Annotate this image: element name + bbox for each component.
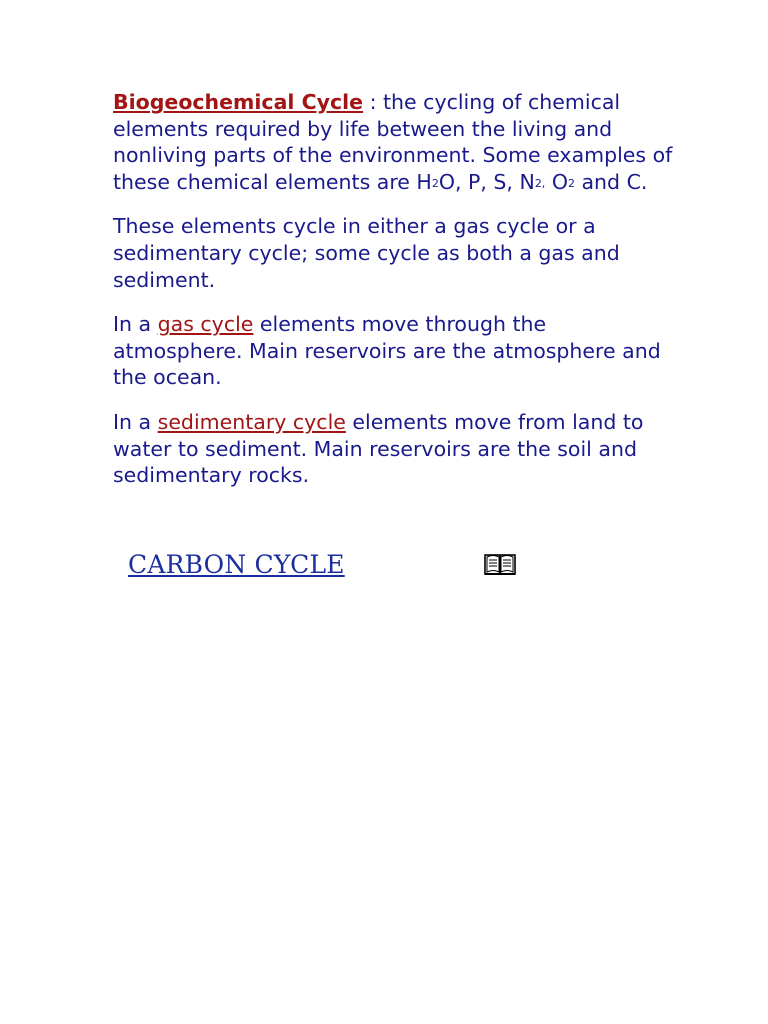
gas-cycle-link[interactable]: gas cycle: [157, 312, 254, 337]
carbon-cycle-link[interactable]: CARBON CYCLE: [128, 550, 345, 579]
definition-paragraph: [113, 89, 673, 195]
definition-text: O: [545, 169, 568, 194]
definition-text: : the cycling of chemical elements required by life between the living and nonliving parts of the environment. Some examples of these chemical elements are H: [113, 90, 673, 194]
subscript: 2,: [534, 176, 546, 190]
definition-text: O, P, S, N: [438, 169, 535, 194]
gas-cycle-paragraph: [113, 311, 673, 391]
sedimentary-cycle-link[interactable]: sedimentary cycle: [157, 409, 346, 434]
paragraph-text: elements move from land to water to sediment. Main reservoirs are the soil and sedimentary rocks.: [113, 409, 644, 488]
cycle-types-paragraph: These elements cycle in either a gas cycle or a sedimentary cycle; some cycle as both a gas and sediment.: [113, 214, 620, 292]
definition-text: and C.: [574, 169, 648, 194]
paragraph-text: elements move through the atmosphere. Main reservoirs are the atmosphere and the ocean.: [113, 312, 661, 390]
book-icon[interactable]: [484, 552, 516, 576]
paragraph-prefix: In a: [113, 312, 158, 337]
carbon-cycle-heading-row: [128, 548, 548, 588]
sedimentary-cycle-paragraph: [113, 409, 673, 489]
document-body: [113, 89, 673, 507]
paragraph-prefix: In a: [113, 409, 158, 434]
subscript: 2: [567, 176, 575, 190]
subscript: 2: [431, 176, 439, 190]
biogeochemical-cycle-link[interactable]: Biogeochemical Cycle: [113, 90, 364, 114]
